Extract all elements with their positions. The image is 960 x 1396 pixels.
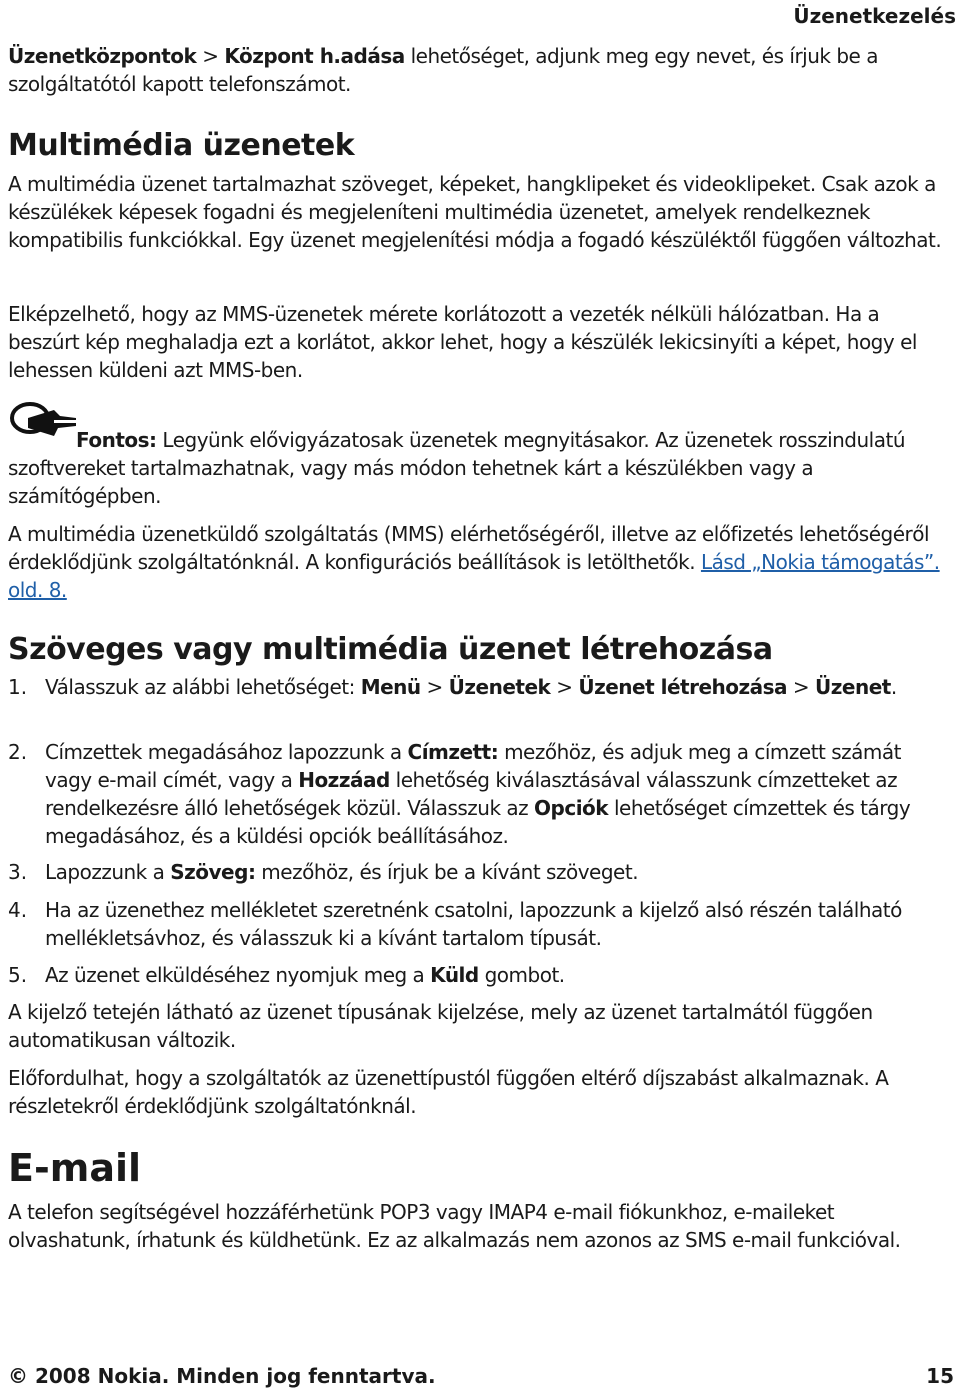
mms-paragraph-3-text: A multimédia üzenetküldő szolgáltatás (MMS) elérhetőségéről, illetve az előfizetés lehetőségéről érdeklődjünk szolgáltatónknál. A konfigurációs beállítások is letölthetők. — [8, 522, 930, 574]
option-add: Hozzáad — [298, 768, 390, 792]
step-number: 4. — [8, 898, 28, 922]
step-number: 2. — [8, 740, 28, 764]
step-number: 1. — [8, 675, 28, 699]
step-number: 5. — [8, 963, 28, 987]
menu-option-menu: Menü — [360, 675, 421, 699]
support-link[interactable]: Lásd „Nokia támogatás”. old. 8. — [8, 550, 940, 602]
step-3 — [8, 858, 952, 886]
menu-option-create-message: Üzenet létrehozása — [578, 675, 788, 699]
step-5-text-b: gombot. — [478, 963, 565, 987]
step-3-text-a: Lapozzunk a — [45, 860, 171, 884]
menu-path-1: Üzenetközpontok — [8, 44, 197, 68]
note-paragraph — [8, 426, 952, 510]
step-1 — [8, 673, 952, 701]
mms-paragraph-1: A multimédia üzenet tartalmazhat szöveget, képeket, hangklipeket és videoklipeket. Csak azok a készülékek képesek fogadni és megjeleníteni multimédia üzenetet, amelyek rendelkeznek kompatibilis funkciókkal. Egy üzenet megjelenítési módja a fogadó készüléktől függően változhat. — [8, 172, 942, 252]
running-header: Üzenetkezelés — [793, 4, 956, 28]
intro-text: lehetőséget, adjunk meg egy nevet, és írjuk be a szolgáltatótól kapott telefonszámot. — [8, 44, 878, 96]
path-separator: > — [202, 44, 219, 68]
step-2-text-b: mezőhöz, és adjuk meg a címzett számát vagy e-mail címét, vagy a — [45, 740, 902, 792]
heading-email: E-mail — [8, 1146, 142, 1190]
step-4 — [8, 896, 952, 952]
heading-create-message: Szöveges vagy multimédia üzenet létrehozása — [8, 632, 773, 667]
step-2-text-c: lehetőség kiválasztásával válasszunk címzetteket az rendelkezésre álló lehetőségek közül. Válasszuk az — [45, 768, 898, 820]
step-1-period: . — [890, 675, 897, 699]
step-5-text-a: Az üzenet elküldéséhez nyomjuk meg a — [45, 963, 431, 987]
copyright: © 2008 Nokia. Minden jog fenntartva. — [8, 1364, 436, 1388]
email-paragraph: A telefon segítségével hozzáférhetünk POP3 vagy IMAP4 e-mail fiókunkhoz, e-maileket olvashatunk, írhatunk és küldhetünk. Ez az alkalmazás nem azonos az SMS e-mail funkcióval. — [8, 1200, 901, 1252]
button-send: Küld — [430, 963, 479, 987]
step-text — [45, 738, 952, 850]
step-text — [45, 961, 952, 989]
intro-paragraph — [8, 42, 952, 98]
step-1-text-a: Válasszuk az alábbi lehetőséget: — [45, 675, 361, 699]
page-number: 15 — [926, 1364, 954, 1388]
mms-paragraph-2: Elképzelhető, hogy az MMS-üzenetek mérete korlátozott a vezeték nélküli hálózatban. Ha a beszúrt kép meghaladja ezt a korlátot, akkor lehet, hogy a készülék lekicsinyíti a képet, hogy el lehessen küldeni azt MMS-ben. — [8, 302, 917, 382]
step-text: Ha az üzenethez mellékletet szeretnénk csatolni, lapozzunk a kijelző alsó részén található mellékletsávhoz, és válasszuk ki a kívánt tartalom típusát. — [45, 898, 902, 950]
menu-option-messages: Üzenetek — [448, 675, 551, 699]
heading-mms: Multimédia üzenetek — [8, 128, 355, 163]
create-paragraph-1: A kijelző tetején látható az üzenet típusának kijelzése, mely az üzenet tartalmától függően automatikusan változik. — [8, 1000, 873, 1052]
mms-paragraph-3 — [8, 520, 952, 604]
note-label: Fontos: — [76, 428, 157, 452]
menu-path-2: Központ h.adása — [224, 44, 405, 68]
step-1-sep-b: > — [550, 675, 579, 699]
step-3-text-b: mezőhöz, és írjuk be a kívánt szöveget. — [255, 860, 639, 884]
menu-option-message: Üzenet — [815, 675, 891, 699]
step-1-sep-a: > — [420, 675, 449, 699]
step-5 — [8, 961, 952, 989]
step-2-text-a: Címzettek megadásához lapozzunk a — [45, 740, 408, 764]
step-text — [45, 858, 952, 886]
create-paragraph-2: Előfordulhat, hogy a szolgáltatók az üzenettípustól függően eltérő díjszabást alkalmaznak. A részletekről érdeklődjünk szolgáltatónknál. — [8, 1066, 889, 1118]
step-number: 3. — [8, 860, 28, 884]
step-text — [45, 673, 952, 701]
option-options: Opciók — [534, 796, 609, 820]
field-recipient: Címzett: — [407, 740, 499, 764]
step-1-sep-c: > — [787, 675, 816, 699]
note-text: Legyünk elővigyázatosak üzenetek megnyitásakor. Az üzenetek rosszindulatú szoftvereket tartalmazhatnak, vagy más módon tehetnek kárt a készülékben vagy a számítógépben. — [8, 428, 905, 508]
field-text: Szöveg: — [170, 860, 256, 884]
step-2 — [8, 738, 952, 850]
step-2-text-d: lehetőséget címzettek és tárgy megadásához, és a küldési opciók beállításához. — [45, 796, 911, 848]
